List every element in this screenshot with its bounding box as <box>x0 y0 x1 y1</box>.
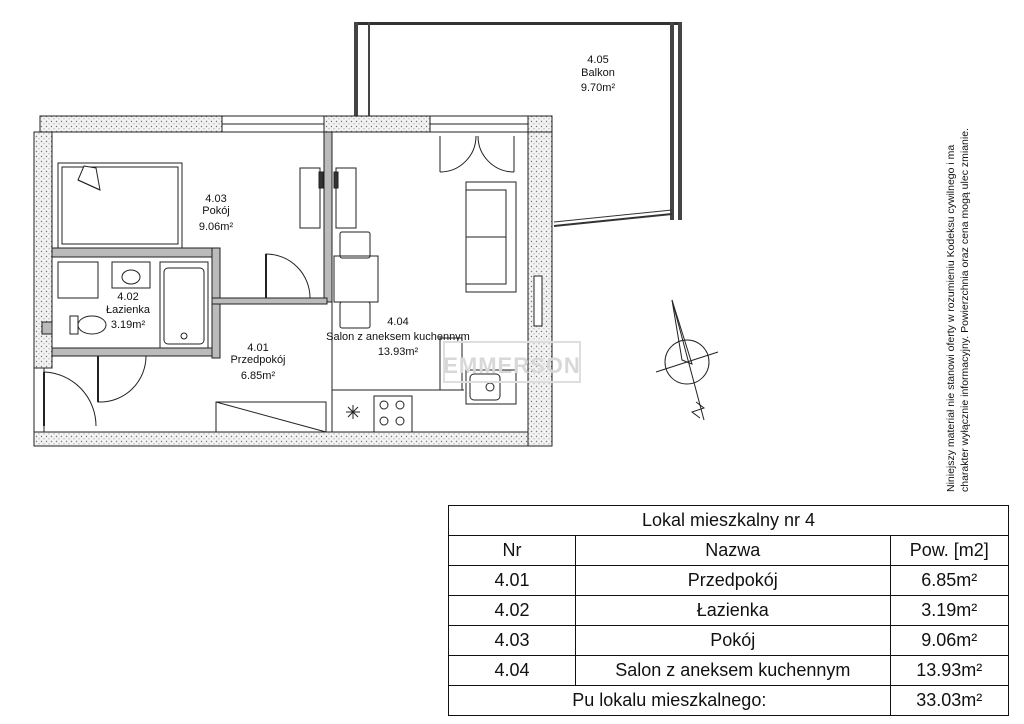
cell-area: 6.85m² <box>890 566 1008 596</box>
cell-area: 13.93m² <box>890 656 1008 686</box>
north-arrow-icon <box>656 300 718 420</box>
table-title-row <box>449 506 1009 536</box>
sofa <box>466 182 516 292</box>
table-title: Lokal mieszkalny nr 4 <box>449 506 1009 536</box>
dining-table <box>334 232 378 328</box>
room-label-bedroom <box>199 193 234 233</box>
table-row <box>449 596 1009 626</box>
svg-text:6.85m²: 6.85m² <box>240 370 276 382</box>
svg-text:Łazienka: Łazienka <box>105 304 151 316</box>
table-row <box>449 566 1009 596</box>
svg-text:4.05: 4.05 <box>587 54 609 66</box>
header-name: Nazwa <box>576 536 891 566</box>
total-label: Pu lokalu mieszkalnego: <box>449 686 891 716</box>
svg-text:Salon z aneksem kuchennym: Salon z aneksem kuchennym <box>326 331 470 343</box>
cell-nr: 4.03 <box>449 626 576 656</box>
table-header-row <box>449 536 1009 566</box>
svg-text:4.03: 4.03 <box>205 193 227 205</box>
svg-text:4.02: 4.02 <box>117 291 139 303</box>
cell-name: Przedpokój <box>576 566 891 596</box>
cell-nr: 4.02 <box>449 596 576 626</box>
svg-text:Przedpokój: Przedpokój <box>230 354 286 366</box>
table-row <box>449 626 1009 656</box>
room-label-hall <box>230 342 285 382</box>
room-label-balcony <box>581 54 616 94</box>
svg-text:4.04: 4.04 <box>387 316 409 328</box>
header-nr: Nr <box>449 536 576 566</box>
cell-nr: 4.04 <box>449 656 576 686</box>
cell-name: Łazienka <box>576 596 891 626</box>
room-label-bathroom <box>106 291 151 331</box>
cell-name: Pokój <box>576 626 891 656</box>
svg-text:4.01: 4.01 <box>247 342 269 354</box>
total-area: 33.03m² <box>890 686 1008 716</box>
cell-area: 9.06m² <box>890 626 1008 656</box>
header-area: Pow. [m2] <box>890 536 1008 566</box>
watermark <box>443 342 581 382</box>
bed <box>58 163 182 248</box>
table-row <box>449 656 1009 686</box>
svg-text:Pokój: Pokój <box>202 205 230 217</box>
svg-text:3.19m²: 3.19m² <box>110 319 146 331</box>
cell-area: 3.19m² <box>890 596 1008 626</box>
area-table <box>448 505 1009 716</box>
svg-text:9.70m²: 9.70m² <box>580 82 616 94</box>
svg-text:9.06m²: 9.06m² <box>198 221 234 233</box>
svg-text:Balkon: Balkon <box>581 67 615 79</box>
table-total-row <box>449 686 1009 716</box>
disclaimer <box>944 22 972 492</box>
svg-text:13.93m²: 13.93m² <box>377 346 419 358</box>
room-label-living <box>326 316 470 358</box>
disclaimer-line-1: Niniejszy materiał nie stanowi oferty w rozumieniu Kodeksu cywilnego i ma <box>945 144 957 492</box>
cell-name: Salon z aneksem kuchennym <box>576 656 891 686</box>
disclaimer-line-2: charakter wyłącznie informacyjny. Powierzchnia oraz cena mogą ulec zmianie. <box>959 128 971 492</box>
cell-nr: 4.01 <box>449 566 576 596</box>
svg-text:EMMERSON: EMMERSON <box>443 353 581 378</box>
